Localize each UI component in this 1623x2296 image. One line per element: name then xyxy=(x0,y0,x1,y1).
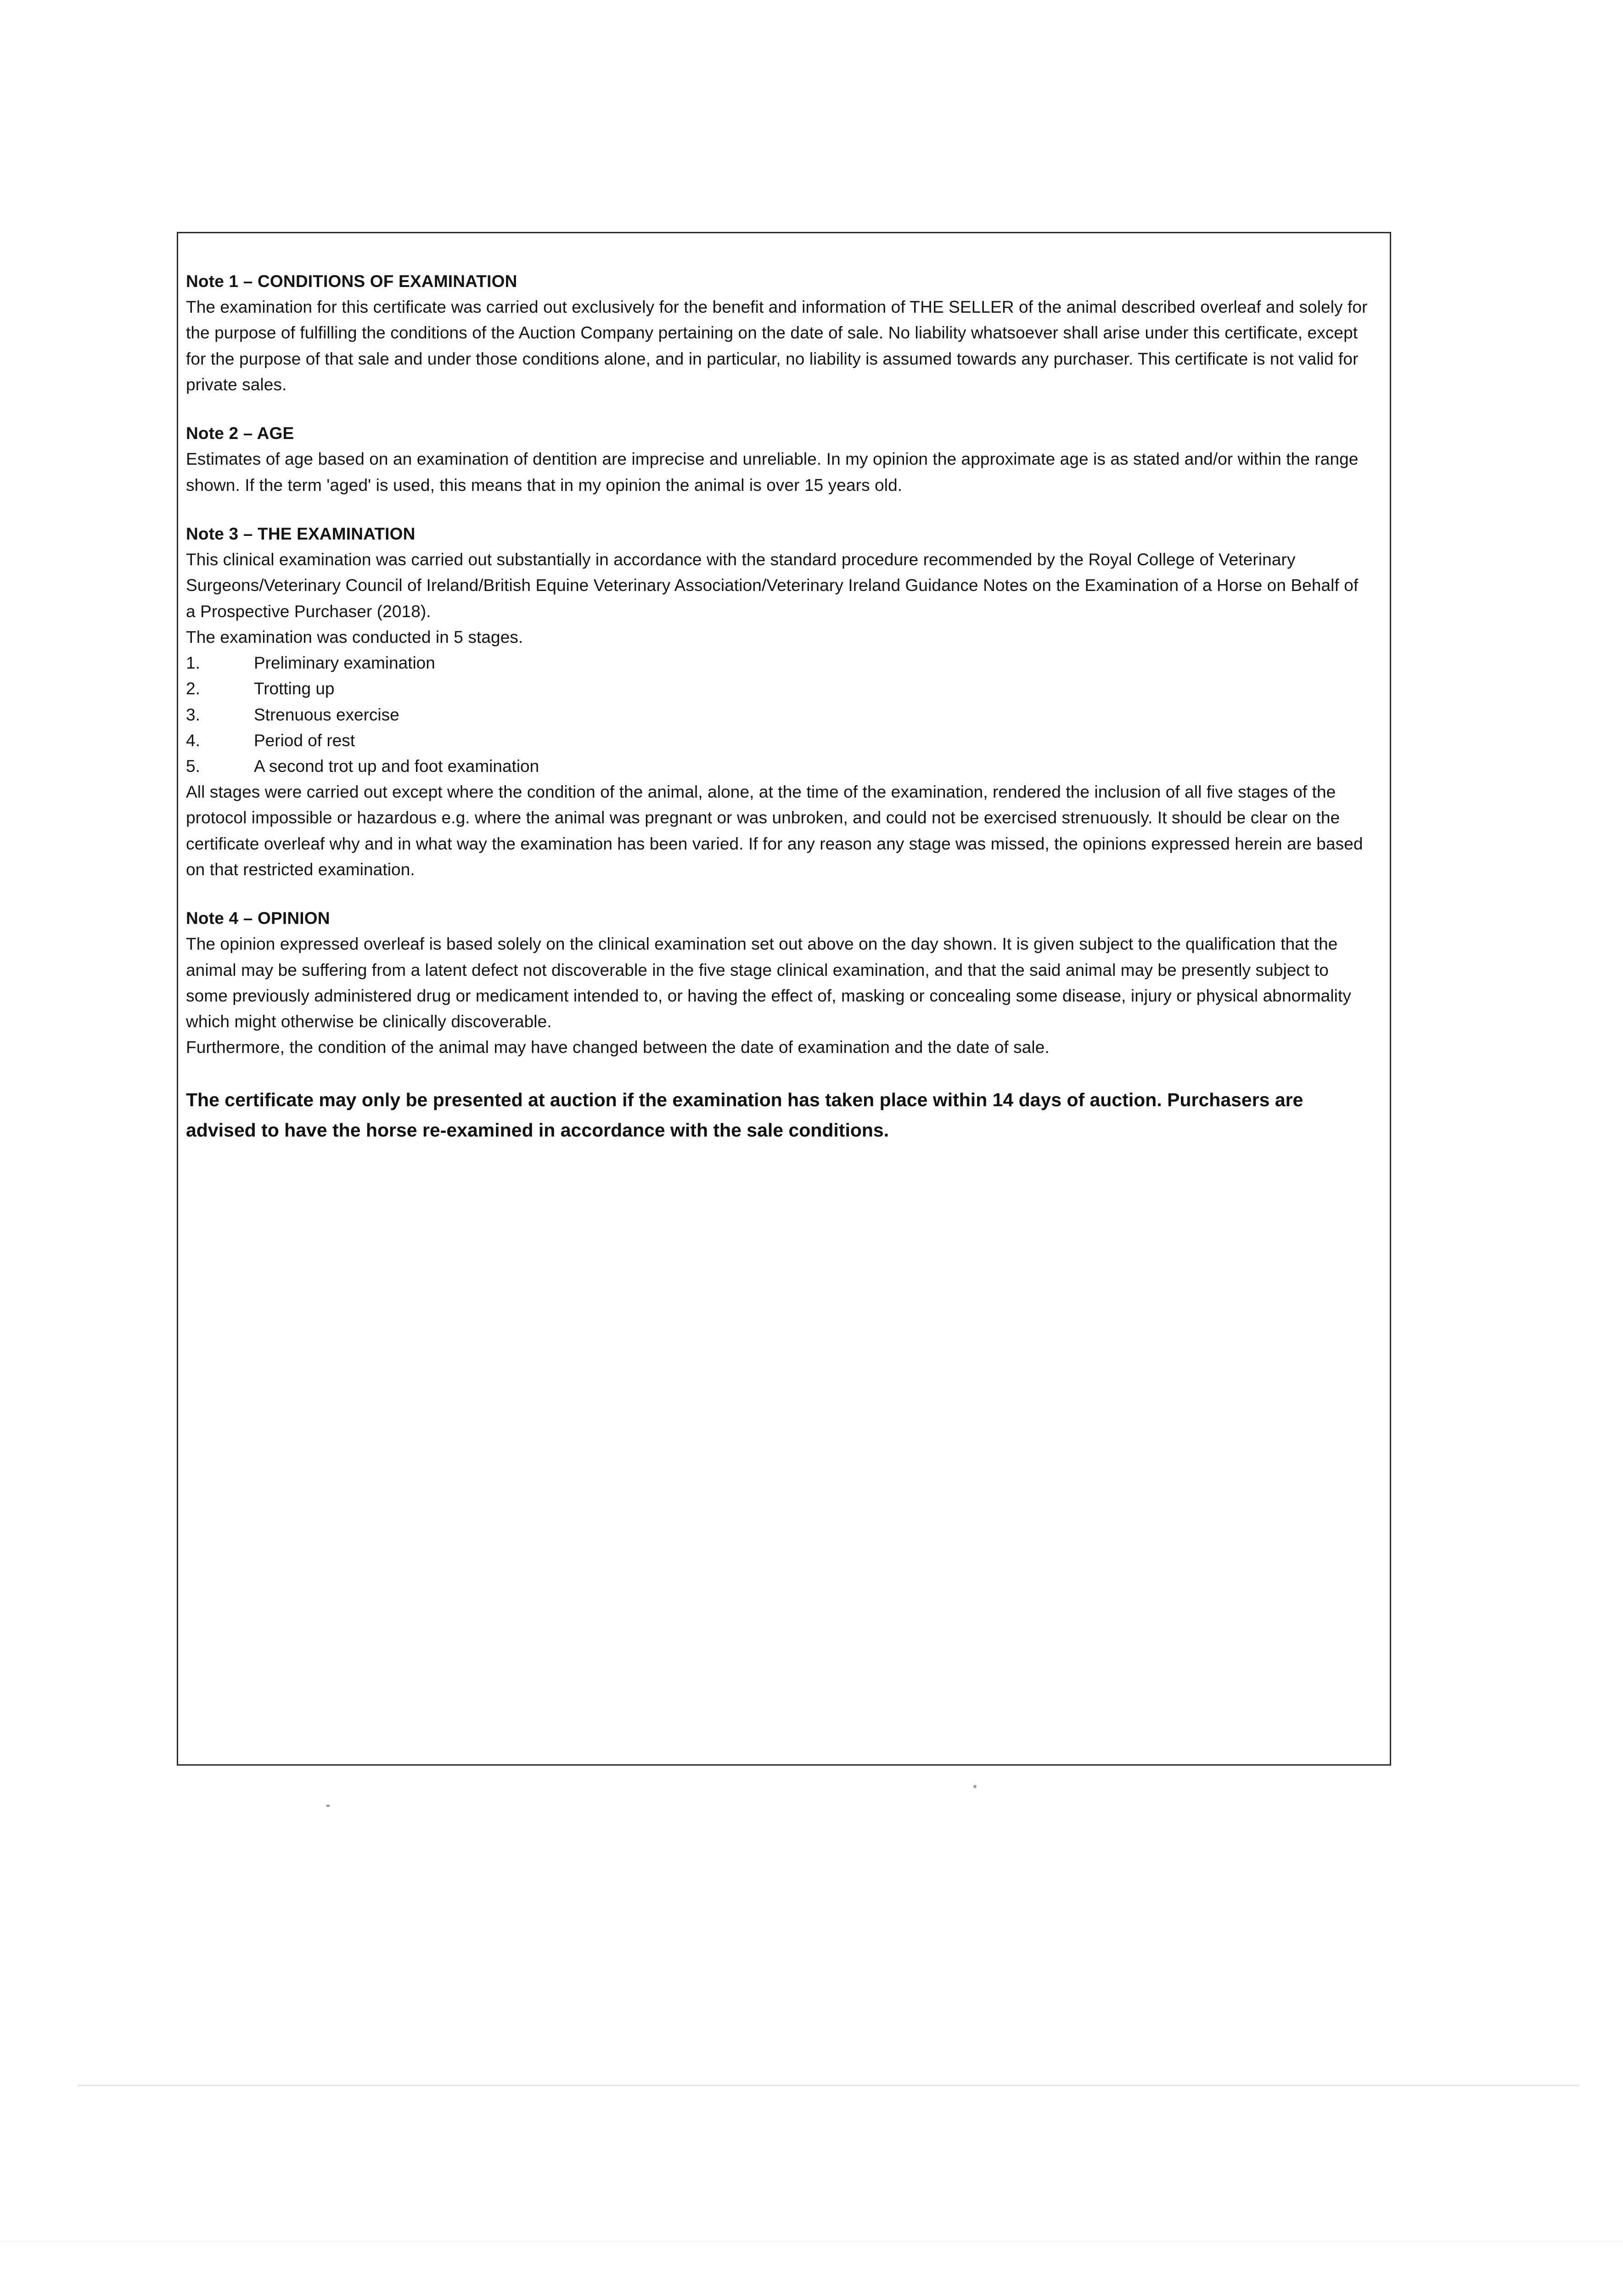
note-3-body: This clinical examination was carried out substantially in accordance with the standard procedure recommended by the Royal College of Veterinary Surgeons/Veterinary Council of Ireland/British Equine Veterinary Association/Veterinary Ireland Guidance Notes on the Examination of a Horse on Behalf of a Prospective Purchaser (2018). xyxy=(186,550,1359,621)
note-4-section xyxy=(186,906,1380,1060)
note-3-body-continued: All stages were carried out except where the condition of the animal, alone, at the time of the examination, rendered the inclusion of all five stages of the protocol impossible or hazardous e.g. where the animal was pregnant or was unbroken, and could not be exercised strenuously. It should be clear on the certificate overleaf why and in what way the examination has been varied. If for any reason any stage was missed, the opinions expressed herein are based on that restricted examination. xyxy=(186,782,1363,879)
scan-speck xyxy=(326,1805,330,1807)
stage-number: 5. xyxy=(186,756,200,776)
spacer-3 xyxy=(186,883,1380,906)
scan-edge-line xyxy=(78,2085,1579,2086)
list-item xyxy=(186,754,1380,779)
stage-number: 4. xyxy=(186,731,200,750)
spacer-1 xyxy=(186,398,1380,421)
note-3-stages-intro: The examination was conducted in 5 stages. xyxy=(186,627,523,647)
notes-content xyxy=(186,269,1380,1145)
stage-label: Preliminary examination xyxy=(254,653,435,673)
list-item xyxy=(186,676,1380,702)
note-2-section xyxy=(186,421,1380,498)
note-4-heading: Note 4 – OPINION xyxy=(186,909,330,928)
note-1-section xyxy=(186,269,1380,398)
examination-stage-list xyxy=(186,650,1380,779)
stage-label: A second trot up and foot examination xyxy=(254,756,539,776)
list-item xyxy=(186,650,1380,676)
stage-label: Period of rest xyxy=(254,731,355,750)
closing-statement: The certificate may only be presented at auction if the examination has taken place within 14 days of auction. Purchasers are advised to have the horse re-examined in accordance with the sale conditions. xyxy=(186,1089,1303,1141)
note-1-heading: Note 1 – CONDITIONS OF EXAMINATION xyxy=(186,272,517,291)
note-3-section xyxy=(186,521,1380,883)
list-item xyxy=(186,728,1380,754)
stage-number: 1. xyxy=(186,653,200,673)
note-4-body: The opinion expressed overleaf is based solely on the clinical examination set out above on the day shown. It is given subject to the qualification that the animal may be suffering from a latent defect not discoverable in the five stage clinical examination, and that the said animal may be presently subject to some previously administered drug or medicament intended to, or having the effect of, masking or concealing some disease, injury or physical abnormality which might otherwise be clinically discoverable. xyxy=(186,934,1351,1031)
stage-number: 3. xyxy=(186,705,200,724)
note-3-heading: Note 3 – THE EXAMINATION xyxy=(186,524,416,543)
spacer-2 xyxy=(186,498,1380,521)
stage-label: Strenuous exercise xyxy=(254,705,399,724)
stage-label: Trotting up xyxy=(254,679,335,698)
scan-edge-line-lower xyxy=(0,2241,1623,2242)
list-item xyxy=(186,702,1380,728)
note-2-heading: Note 2 – AGE xyxy=(186,424,294,443)
note-1-body: The examination for this certificate was carried out exclusively for the benefit and information of THE SELLER of the animal described overleaf and solely for the purpose of fulfilling the conditions of the Auction Company pertaining on the date of sale. No liability whatsoever shall arise under this certificate, except for the purpose of that sale and under those conditions alone, and in particular, no liability is assumed towards any purchaser. This certificate is not valid for private sales. xyxy=(186,298,1368,394)
note-4-body-continued: Furthermore, the condition of the animal may have changed between the date of examination and the date of sale. xyxy=(186,1038,1050,1057)
stage-number: 2. xyxy=(186,679,200,698)
scan-speck xyxy=(973,1785,977,1788)
note-2-body: Estimates of age based on an examination of dentition are imprecise and unreliable. In my opinion the approximate age is as stated and/or within the range shown. If the term 'aged' is used, this means that in my opinion the animal is over 15 years old. xyxy=(186,450,1359,495)
